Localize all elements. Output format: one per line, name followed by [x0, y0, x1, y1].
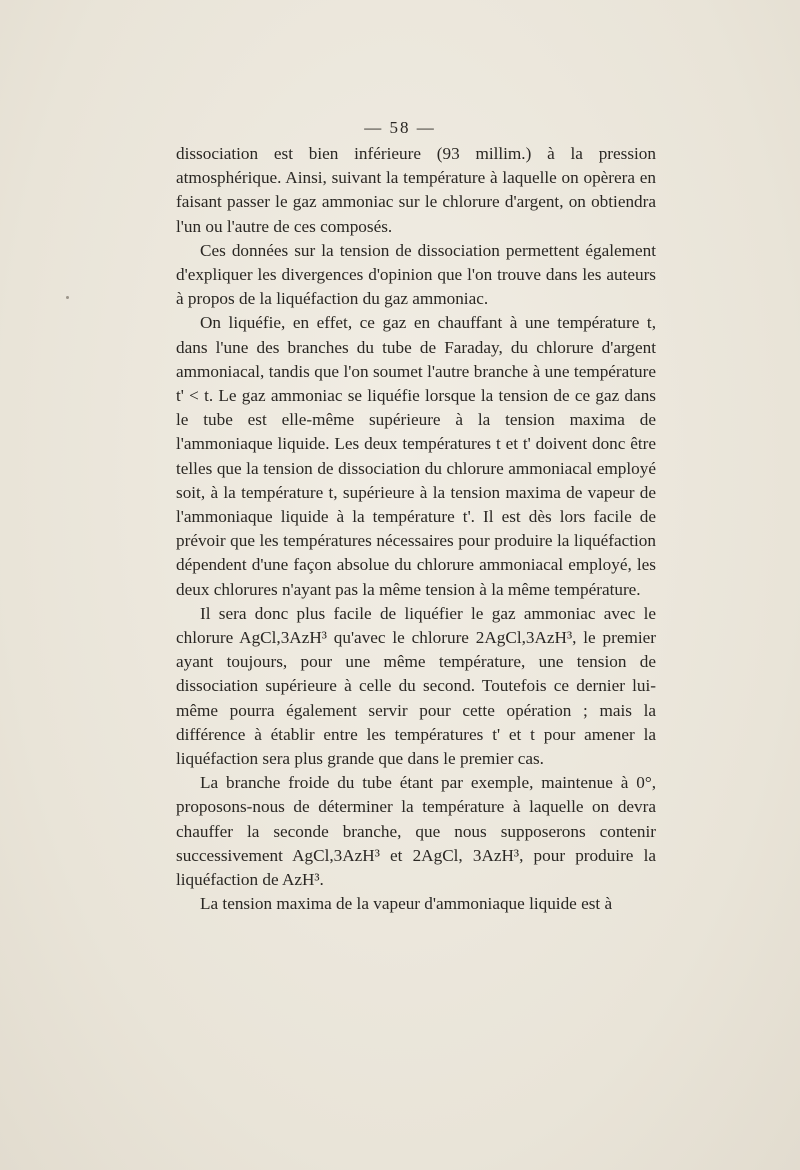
paragraph-1: dissociation est bien inférieure (93 millim.) à la pression atmosphérique. Ainsi, suivant la température à laquelle on opèrera en faisant passer le gaz ammoniac sur le chlorure d'argent, on obtiendra l'un ou l'autre de ces composés.: [176, 144, 656, 236]
paragraph-5: La branche froide du tube étant par exemple, maintenue à 0°, proposons-nous de déterminer la température à laquelle on devra chauffer la seconde branche, que nous supposerons contenir successivement AgCl,3AzH³ et 2AgCl, 3AzH³, pour produire la liquéfaction de AzH³.: [176, 773, 656, 890]
paragraph-6: La tension maxima de la vapeur d'ammoniaque liquide est à: [200, 894, 613, 914]
paragraph-2: Ces données sur la tension de dissociation permettent également d'expliquer les divergences d'opinion que l'on trouve dans les auteurs à propos de la liquéfaction du gaz ammoniac.: [176, 240, 656, 309]
body-text: [176, 142, 656, 917]
paragraph-4: Il sera donc plus facile de liquéfier le gaz ammoniac avec le chlorure AgCl,3AzH³ qu'avec le chlorure 2AgCl,3AzH³, le premier ayant toujours, pour une même température, une tension de dissociation supérieure à celle du second. Toutefois ce dernier lui-même pourra également servir pour cette opération ; mais la différence à établir entre les températures t' et t pour amener la liquéfaction sera plus grande que dans le premier cas.: [176, 603, 656, 769]
paper-speck: [66, 296, 69, 299]
page-number: — 58 —: [364, 118, 436, 137]
paragraph-3: On liquéfie, en effet, ce gaz en chauffant à une température t, dans l'une des branches du tube de Faraday, du chlorure d'argent ammoniacal, tandis que l'on soumet l'autre branche à une température t' < t. Le gaz ammoniac se liquéfie lorsque la tension de ce gaz dans le tube est elle-même supérieure à la tension maxima de l'ammoniaque liquide. Les deux températures t et t' doivent donc être telles que la tension de dissociation du chlorure ammoniacal employé soit, à la température t, supérieure à la tension maxima de vapeur de l'ammoniaque liquide à la température t'. Il est dès lors facile de prévoir que les températures nécessaires pour produire la liquéfaction dépendent d'une façon absolue du chlorure ammoniacal employé, les deux chlorures n'ayant pas la même tension à la même température.: [176, 313, 656, 599]
